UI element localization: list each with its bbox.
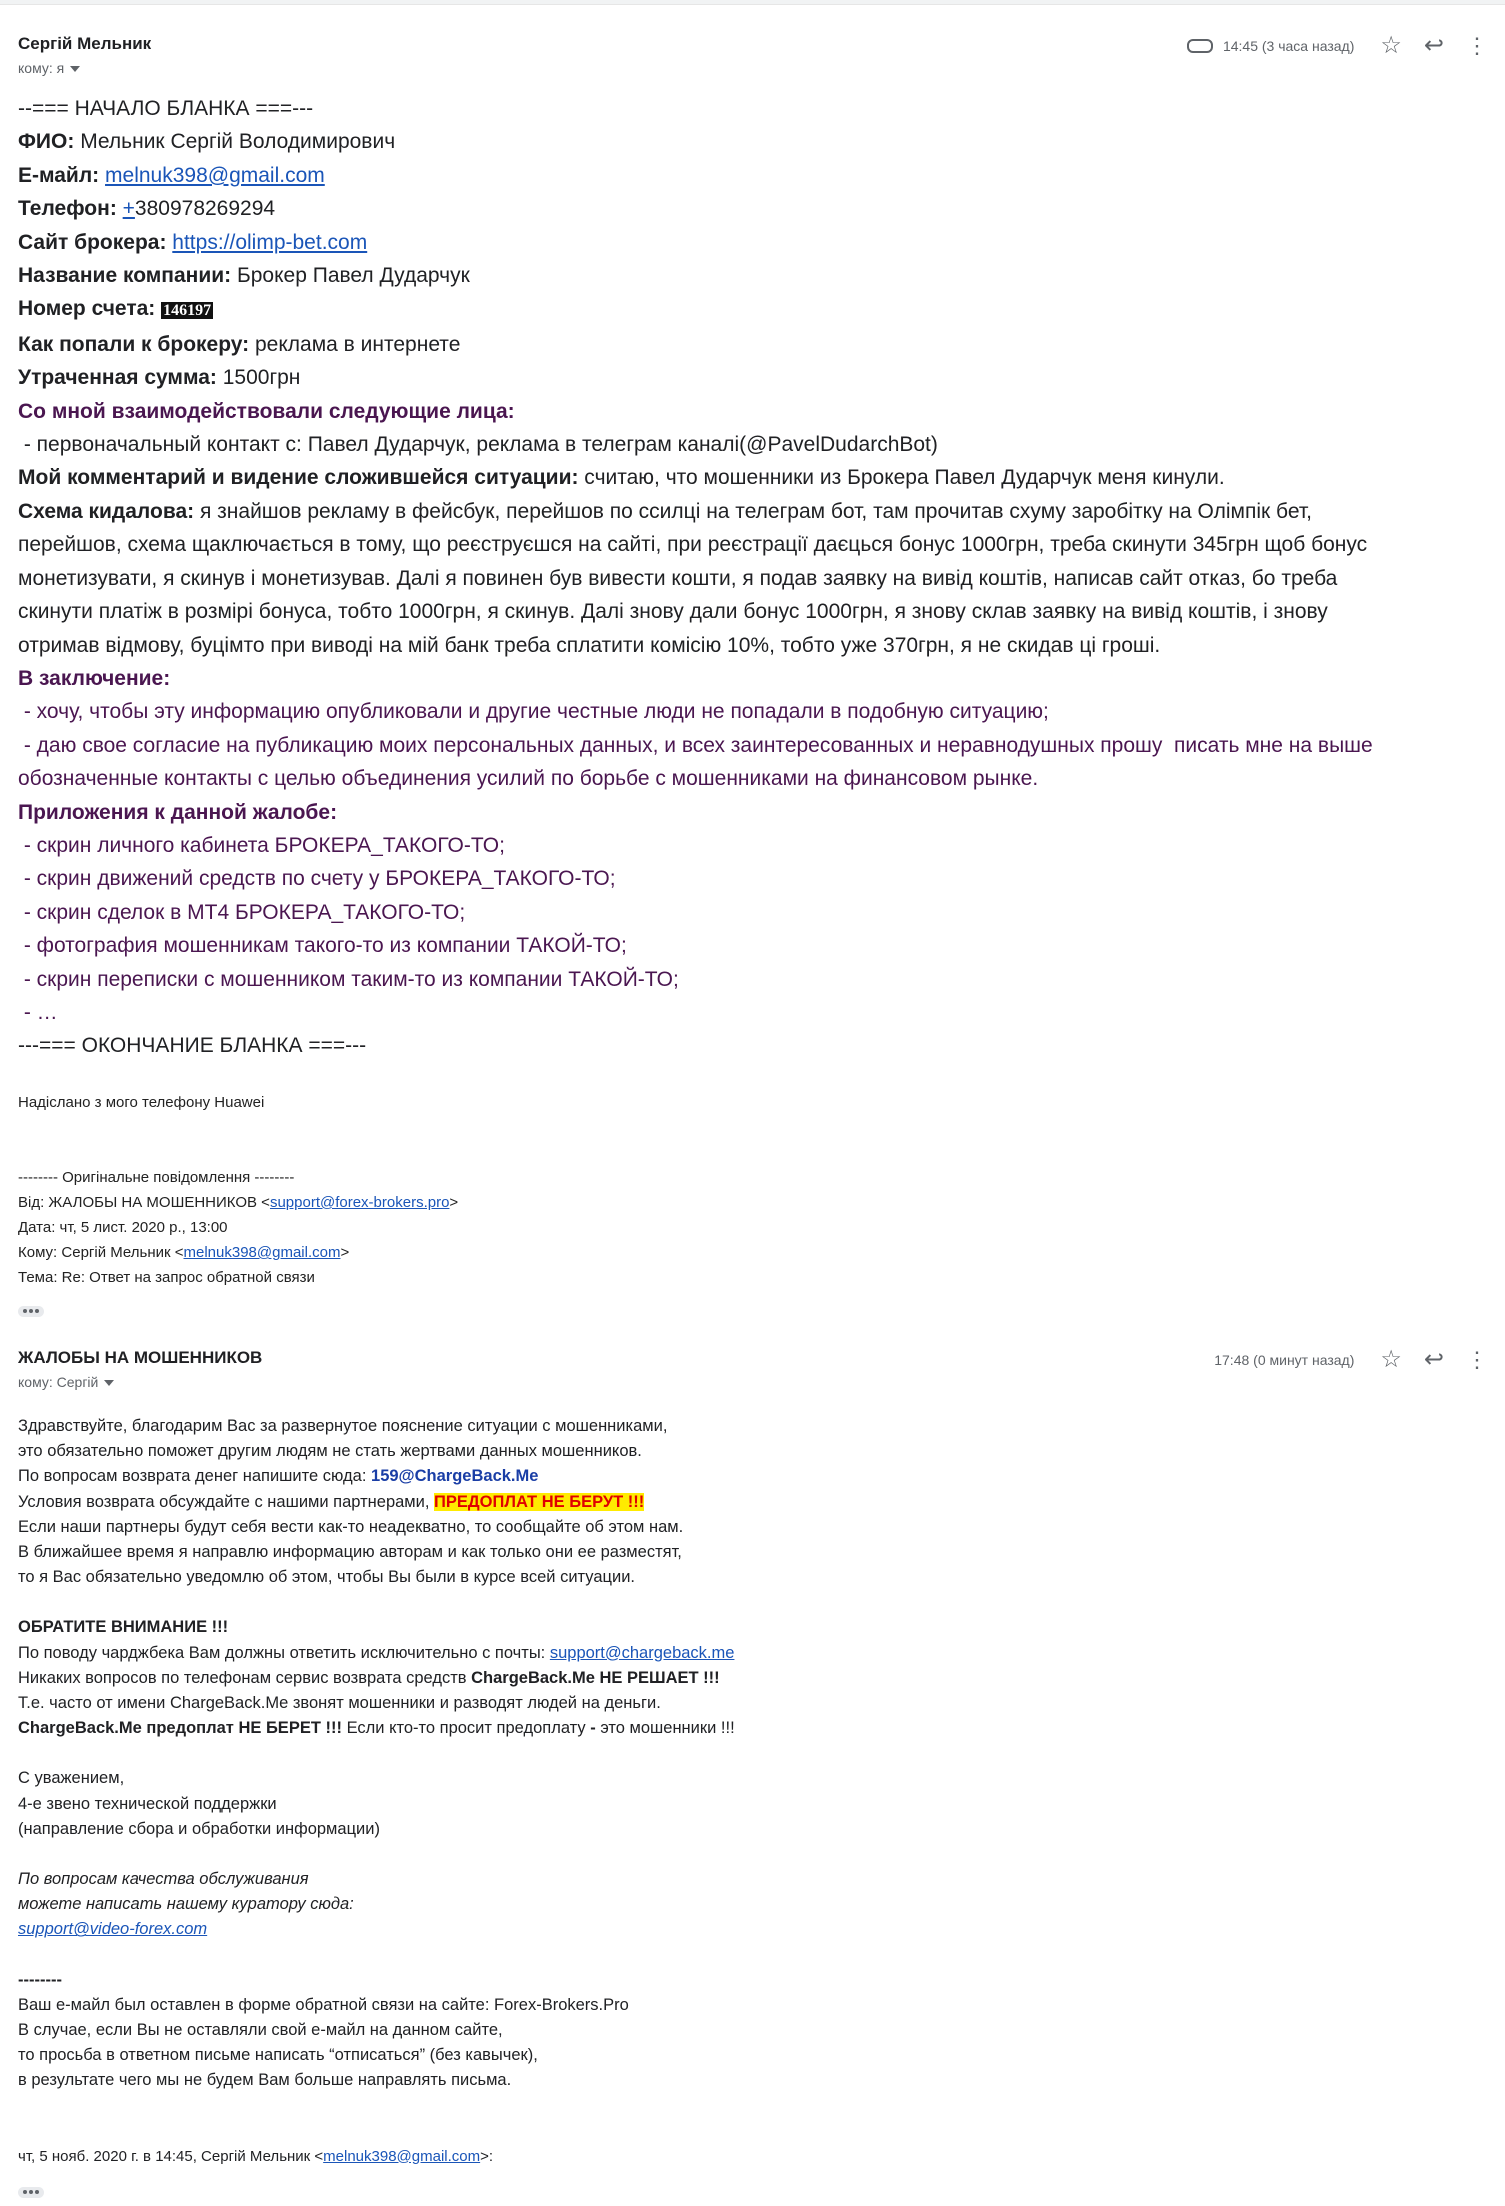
attention-heading: ОБРАТИТЕ ВНИМАНИЕ !!! [18, 1618, 229, 1637]
ellipsis-expand-icon[interactable] [18, 2187, 44, 2198]
form-line [18, 92, 1488, 125]
form-field-label: Сайт брокера: [18, 230, 167, 254]
form-line [18, 428, 1488, 461]
footer-line-4: в результате чего мы не будем Вам больше направлять письма. [18, 2071, 512, 2090]
message1-recipient[interactable] [18, 60, 1488, 76]
greeting-line-2: это обязательно поможет другим людям не стать жертвами данных мошенников. [18, 1442, 642, 1461]
message1-footer [18, 1090, 1488, 1325]
chargeback-email[interactable]: support@chargeback.me [549, 1643, 735, 1662]
orig-date: Дата: чт, 5 лист. 2020 р., 13:00 [18, 1219, 228, 1236]
form-line [18, 896, 1488, 929]
form-field-value: Брокер Павел Дударчук [231, 264, 470, 288]
form-line [18, 292, 1488, 327]
form-field-value: - фотография мошенникам такого-то из компании ТАКОЙ-ТО; [18, 934, 627, 958]
prepay-line [18, 1716, 1488, 1741]
form-line [18, 192, 1488, 225]
quote-email[interactable]: melnuk398@gmail.com [323, 2147, 481, 2165]
reply-icon[interactable]: ↩ [1423, 1346, 1444, 1373]
form-line [18, 461, 1488, 494]
message1-header [18, 34, 1488, 76]
ellipsis-expand-icon[interactable] [18, 1306, 44, 1317]
form-field-value: 1500грн [216, 366, 301, 390]
form-field-label: Телефон: [18, 197, 117, 221]
star-icon[interactable]: ☆ [1380, 32, 1402, 59]
refund-email[interactable]: 159@ChargeBack.Me [371, 1467, 539, 1486]
form-field-value: отримав відмову, буцімто при виводі на мій банк треба сплатити комісію 10%, тобто уже 370грн, я не скидав ці гроші. [18, 633, 1161, 657]
form-line [18, 562, 1488, 595]
message2-body [18, 1414, 1488, 2206]
form-field-label: Утраченная сумма: [18, 366, 217, 390]
form-field-value: считаю, что мошенники из Брокера Павел Дударчук меня кинули. [578, 466, 1225, 490]
chargeback-line [18, 1641, 1488, 1666]
quote-suffix: >: [480, 2147, 494, 2165]
form-link[interactable]: melnuk398@gmail.com [105, 163, 325, 187]
form-field-label: Номер счета: [18, 297, 156, 321]
form-field-value: - хочу, чтобы эту информацию опубликовали и другие честные люди не попадали в подобную ситуацию; [18, 700, 1049, 724]
prepay-end: это мошенники !!! [595, 1719, 735, 1738]
form-field-label: Мой комментарий и видение сложившейся ситуации: [18, 466, 579, 490]
more-vert-icon[interactable]: ⋮ [1466, 1347, 1488, 1372]
terms-line [18, 1490, 1488, 1515]
terms-highlight: ПРЕДОПЛАТ НЕ БЕРУТ !!! [434, 1492, 645, 1511]
form-line [18, 929, 1488, 962]
form-field-value: скинути платіж в розмірі бонуса, тобто 1000грн, я скинув. Далі знову дали бонус 1000грн, я знову склав заявку на вивід коштів, і знову [18, 600, 1328, 624]
form-line [18, 528, 1488, 561]
form-field-value: - скрин переписки с мошенником таким-то из компании ТАКОЙ-ТО; [18, 967, 679, 991]
form-field-value: 380978269294 [134, 197, 276, 221]
orig-to-close: > [340, 1244, 350, 1261]
orig-from-close: > [449, 1194, 459, 1211]
form-field-label: ФИО: [18, 130, 75, 154]
form-line [18, 328, 1488, 361]
message2-recipient[interactable] [18, 1374, 1488, 1390]
form-line [18, 361, 1488, 394]
orig-subject: Тема: Re: Ответ на запрос обратной связи [18, 1269, 315, 1286]
orig-from-prefix: Від: ЖАЛОБЫ НА МОШЕННИКОВ < [18, 1194, 270, 1211]
form-line [18, 662, 1488, 695]
chevron-down-icon[interactable] [104, 1380, 114, 1386]
form-field-label: Схема кидалова: [18, 499, 195, 523]
account-number: 146197 [163, 302, 212, 320]
form-field-value: --=== НАЧАЛО БЛАНКА ===--- [18, 97, 314, 120]
sign-line-3: (направление сбора и обработки информации) [18, 1819, 380, 1838]
form-field-value: - … [18, 1000, 58, 1024]
more-vert-icon[interactable]: ⋮ [1466, 33, 1488, 58]
phone-bold: ChargeBack.Me НЕ РЕШАЕТ !!! [471, 1668, 720, 1687]
form-line [18, 996, 1488, 1029]
orig-header: -------- Оригінальне повідомлення -------- [18, 1169, 295, 1186]
form-field-value: обозначенные контакты с целью объединения усилий по борьбе с мошенниками на финансовом рынке. [18, 767, 1039, 791]
reply-icon[interactable]: ↩ [1423, 32, 1444, 59]
form-field-value: - первоначальный контакт с: Павел Дударчук, реклама в телеграм каналі(@PavelDudarchBot) [18, 433, 938, 457]
form-field-label: Название компании: [18, 264, 232, 288]
chevron-down-icon[interactable] [70, 66, 80, 72]
terms-prefix: Условия возврата обсуждайте с нашими партнерами, [18, 1492, 435, 1511]
message1-to-label: кому: я [18, 60, 65, 76]
message2-sender[interactable]: ЖАЛОБЫ НА МОШЕННИКОВ [18, 1348, 263, 1367]
orig-to-email[interactable]: melnuk398@gmail.com [183, 1244, 341, 1261]
phone-prefix: Никаких вопросов по телефонам сервис возврата средств [18, 1668, 472, 1687]
form-line [18, 226, 1488, 259]
message2-time[interactable]: 17:48 (0 минут назад) [1214, 1352, 1355, 1368]
form-field-value: ---=== ОКОНЧАНИЕ БЛАНКА ===--- [18, 1034, 367, 1058]
form-field-value: я знайшов рекламу в фейсбук, перейшов по ссилці на телеграм бот, там прочитав схуму заробітку на Олімпік бет, [194, 499, 1312, 523]
form-line [18, 1029, 1488, 1062]
form-field-label: Е-майл: [18, 163, 100, 187]
greeting-line-1: Здравствуйте, благодарим Вас за развернутое пояснение ситуации с мошенниками, [18, 1417, 668, 1435]
quote-prefix: чт, 5 нояб. 2020 г. в 14:45, Сергій Мельник < [18, 2147, 324, 2165]
form-field-value: - скрин движений средств по счету у БРОКЕРА_ТАКОГО-ТО; [18, 867, 616, 891]
message2-header [18, 1348, 1488, 1390]
top-divider [0, 0, 1505, 5]
form-line [18, 159, 1488, 192]
scam-line: Т.е. часто от имени ChargeBack.Me звонят мошенники и разводят людей на деньги. [18, 1694, 661, 1713]
form-field-value: перейшов, схема щаключається в тому, що реєструєшся на сайті, при реєстрації даєцься бонус 1000грн, треба скинути 345грн щоб бонус [18, 533, 1368, 557]
orig-to-prefix: Кому: Сергій Мельник < [18, 1244, 184, 1261]
message1-body [18, 92, 1488, 1063]
form-line [18, 762, 1488, 795]
form-line [18, 796, 1488, 829]
separator: -------- [18, 1970, 62, 1989]
footer-line-1: Ваш е-майл был оставлен в форме обратной связи на сайте: Forex-Brokers.Pro [18, 1995, 629, 2014]
orig-from [18, 1190, 1488, 1215]
message1-sender[interactable]: Сергій Мельник [18, 34, 152, 53]
partner-line-2: В ближайшее время я направлю информацию авторам и как только они ее разместят, [18, 1543, 682, 1562]
attachment-icon [1187, 39, 1213, 53]
quality-line-2: можете написать нашему куратору сюда: [18, 1895, 354, 1914]
form-line [18, 395, 1488, 428]
orig-from-email[interactable]: support@forex-brokers.pro [269, 1194, 450, 1211]
partner-line-3: то я Вас обязательно уведомлю об этом, чтобы Вы были в курсе всей ситуации. [18, 1568, 636, 1587]
form-line [18, 729, 1488, 762]
form-field-label: В заключение: [18, 666, 171, 690]
form-line [18, 963, 1488, 996]
form-field-value: - скрин личного кабинета БРОКЕРА_ТАКОГО-ТО; [18, 833, 505, 857]
sign-line-2: 4-е звено технической поддержки [18, 1794, 277, 1813]
message1-time[interactable]: 14:45 (3 часа назад) [1222, 38, 1355, 54]
form-line [18, 259, 1488, 292]
prepay-dash: - [590, 1719, 596, 1738]
form-field-value: монетизувати, я скинув і монетизував. Далі я повинен був вивести кошти, я подав заявку на вивід коштів, написав сайт отказ, бо треба [18, 566, 1338, 590]
form-line [18, 125, 1488, 158]
form-field-value: - даю свое согласие на публикацию моих персональных данных, и всех заинтересованных и неравнодушных прошу писать мне на выше [18, 733, 1373, 757]
form-field-label: Приложения к данной жалобе: [18, 800, 338, 824]
message1-meta [1187, 34, 1488, 58]
orig-to [18, 1240, 1488, 1265]
sign-line-1: С уважением, [18, 1769, 125, 1788]
chargeback-prefix: По поводу чарджбека Вам должны ответить исключительно с почты: [18, 1643, 550, 1662]
message2-meta [1214, 1348, 1488, 1372]
form-line [18, 495, 1488, 528]
phone-line [18, 1666, 1488, 1691]
form-link[interactable]: + [122, 197, 135, 221]
prepay-bold: ChargeBack.Me предоплат НЕ БЕРЕТ !!! [18, 1719, 342, 1738]
form-field-value: реклама в интернете [249, 332, 461, 356]
footer-line-2: В случае, если Вы не оставляли свой е-майл на данном сайте, [18, 2021, 503, 2040]
prepay-mid: Если кто-то просит предоплату [341, 1719, 591, 1738]
form-field-label: Со мной взаимодействовали следующие лица: [18, 399, 515, 423]
partner-line-1: Если наши партнеры будут себя вести как-то неадекватно, то сообщайте об этом нам. [18, 1517, 684, 1536]
star-icon[interactable]: ☆ [1380, 1346, 1402, 1373]
form-line [18, 595, 1488, 628]
form-line [18, 862, 1488, 895]
form-field-value: Мельник Сергій Володимирович [74, 130, 396, 154]
refund-prefix: По вопросам возврата денег напишите сюда: [18, 1467, 372, 1486]
message2-to-label: кому: Сергій [18, 1374, 99, 1390]
form-line [18, 695, 1488, 728]
form-link[interactable]: https://olimp-bet.com [172, 230, 368, 254]
form-field-label: Как попали к брокеру: [18, 332, 250, 356]
quality-line-1: По вопросам качества обслуживания [18, 1870, 309, 1889]
form-field-value: - скрин сделок в МТ4 БРОКЕРА_ТАКОГО-ТО; [18, 900, 466, 924]
form-line [18, 829, 1488, 862]
form-line [18, 629, 1488, 662]
footer-line-3: то просьба в ответном письме написать “отписаться” (без кавычек), [18, 2046, 538, 2065]
quote-attribution [18, 2144, 1488, 2169]
message1-signature: Надіслано з мого телефону Huawei [18, 1094, 265, 1111]
refund-line [18, 1464, 1488, 1489]
quality-email[interactable]: support@video-forex.com [18, 1920, 208, 1939]
